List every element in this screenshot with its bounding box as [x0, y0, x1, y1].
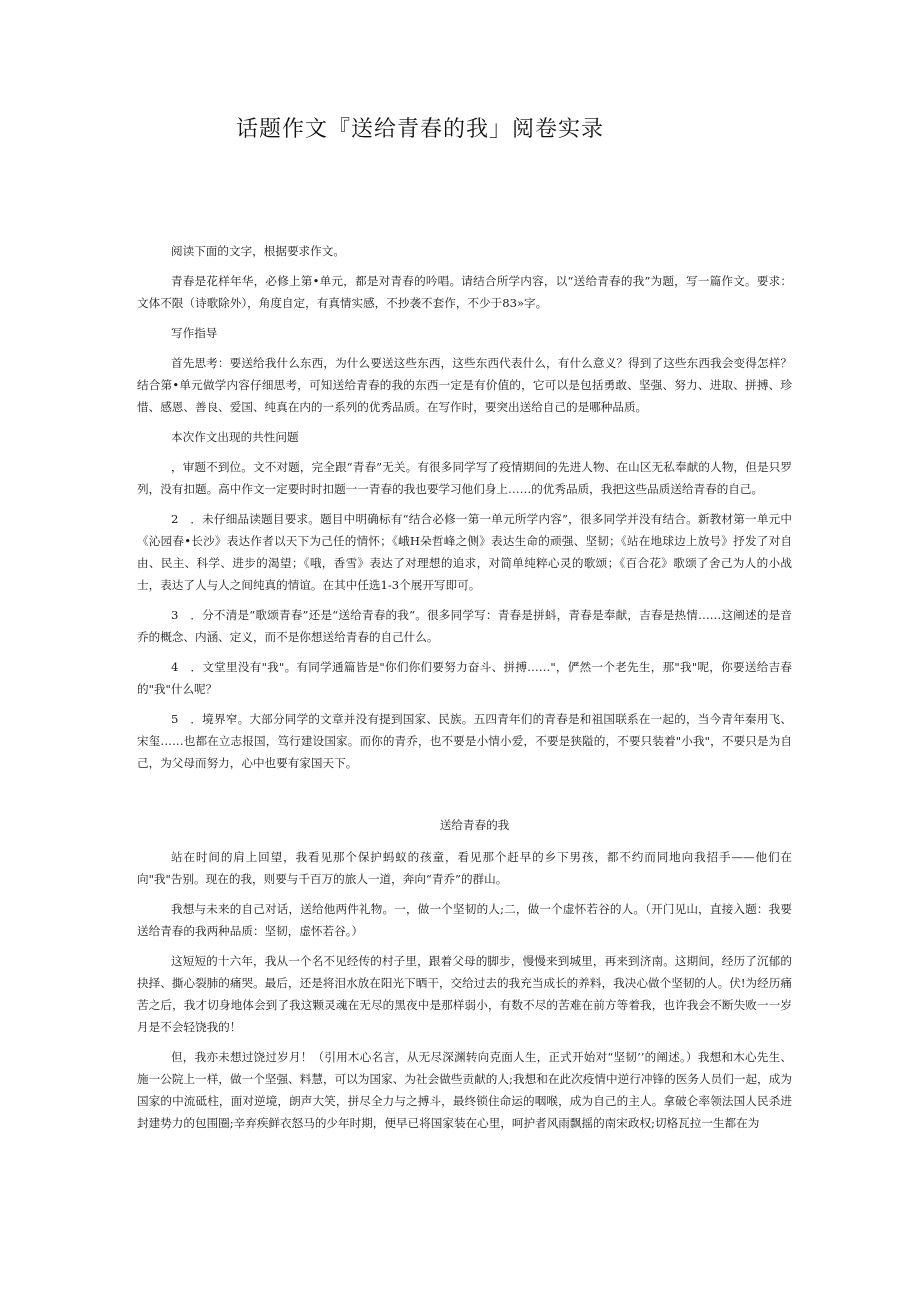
essay-paragraph-1: 站在时间的肩上回望，我看见那个保护蚂蚁的孩童，看见那个赶早的乡下男孩，都不约而同地向我招手——他们在向"我"告别。现在的我，则要与千百万的旅人一道，奔向“青乔”的群山。: [137, 850, 792, 886]
essay-paragraph-3: 这短短的十六年，我从一个名不见经传的村子里，跟着父母的脚步，慢慢来到城里，再来到济南。这期间，经历了沉郁的抉择、撕心裂肺的痛哭。最后，还是将泪水放在阳光下晒干，交给过去的我充当成长的养料，我决心做个坚韧的人。伏!为经历痛苦之后，我才切身地体会到了我这颗灵魂在无尽的黑夜中是那样弱小，有数不尽的苦难在前方等着我，也许我会不断失败一一岁月是不会轻饶我的！: [137, 954, 792, 1034]
document-body: [137, 240, 792, 1142]
essay-title: 送给青春的我: [439, 818, 510, 832]
problems-heading: 本次作文出现的共性问题: [171, 430, 299, 444]
problem-item-1: ，审题不到位。文不对题，完全跟“青春”无关。有很多同学写了疫情期间的先进人物、在山区无私奉献的人物，但是只罗列，没有扣题。高中作文一定要时时扣题一一青春的我也要学习他们身上……的优秀品质，我把这些品质送给青春的自己。: [137, 460, 792, 496]
page-title: 话题作文『送给青春的我」阅卷实录: [235, 117, 604, 142]
guide-heading: 写作指导: [171, 326, 218, 340]
problem-item-2: 2 ．未仔细品读题目要求。题目中明确标有“结合必修一第一单元所学内容”，很多同学并没有结合。新教材第一单元中《沁园春•长沙》表达作者以天下为己任的情怀；《峨H朵哲峰之侧》表达生命的顽强、坚韧；《站在地球边上放号》抒发了对自由、民主、科学、进步的渴望；《哦，香雪》表达了对理想的追求，对简单纯粹心灵的歌颂；《百合花》歌颂了舍己为人的小战士，表达了人与人之间纯真的情谊。在其中任选1-3个展开写即可。: [137, 512, 792, 592]
problem-item-3: 3 ．分不清是“歌颂青春”还是“送给青春的我“。很多同学写：青春是拼蚪，青春是奉献，吉春是热情……这阐述的是音乔的概念、内涵、定义，而不是你想送给青春的自己什么。: [137, 608, 792, 644]
problem-item-4: 4 ．文堂里没有"我"。有同学通篇皆是"你们你们要努力奋斗、拼搏……"，俨然一个老先生，那"我"呢，你要送给吉春的"我"什么呢？: [137, 660, 792, 696]
prompt-text: 青春是花样年华，必修上第•单元，都是对青春的吟唱。请结合所学内容，以“送给青春的我”为题，写一篇作文。要求：文体不限（诗歌除外），角度自定，有真情实感，不抄袭不套作，不少于83»字。: [137, 274, 792, 310]
problem-item-5: 5 ．境界窄。大部分同学的文章并没有提到国家、民族。五四青年们的青春是和祖国联系在一起的，当今青年秦用飞、宋玺……也都在立志报国，笃行建设国家。而你的青乔，也不要是小情小爱，不要是狭隘的，不要只装着"小我"，不要只是为自己，为父母而努力，心中也要有家国天下。: [137, 712, 792, 770]
essay-paragraph-4: 但，我亦未想过饶过岁月！（引用木心名言，从无尽深渊转向克面人生，正式开始对“坚韧’’的阐述。）我想和木心先生、施一公院上一样，做一个坚强、料慧，可以为国家、为社会做些贡献的人;我想和在此次疫情中逆行冲锋的医务人员们一起，成为国家的中流砥柱，面对逆境，朗声大笑，拼尽全力与之搏斗，最终锁住命运的咽喉，成为自己的主人。拿破仑率领法国人民杀进封建势力的包围圈;辛弃疾鲜衣怒马的少年时期，便早已将国家装在心里，呵护者风雨飘摇的南宋政权;切格瓦拉一生都在为: [137, 1050, 792, 1130]
instruction-text: 阅读下面的文字，根据要求作文。: [171, 244, 345, 258]
guide-body: 首先思考：要送给我什么东西，为什么要送这些东西，这些东西代表什么，有什么意义？得到了这些东西我会变得怎样？结合第•单元做学内容仔细思考，可知送给青春的我的东西一定是有价值的，它可以是包括勇敢、坚强、努力、进取、拼搏、珍惜、感恩、善良、爱国、纯真在内的一系列的优秀品质。在写作时，要突出送给自己的是哪种品质。: [137, 356, 792, 414]
essay-paragraph-2: 我想与未来的自己对话，送给他两件礼物。一，做一个坚韧的人;二，做一个虚怀若谷的人。（开门见山，直接入题：我要送给青春的我两种品质：坚韧，虚怀若谷。）: [137, 902, 792, 938]
